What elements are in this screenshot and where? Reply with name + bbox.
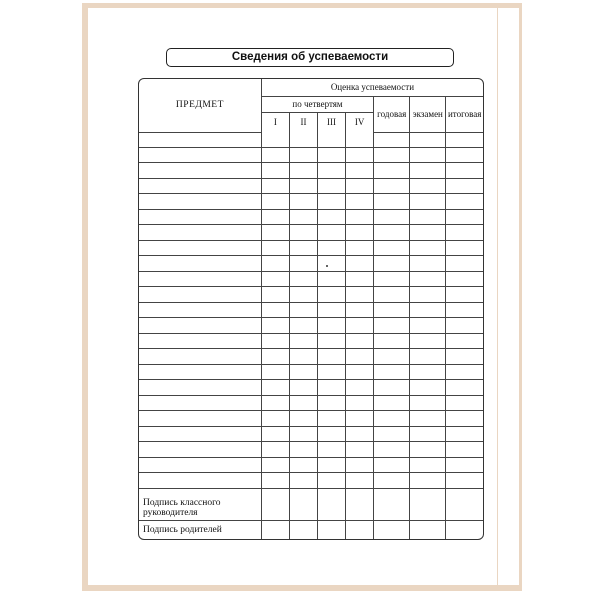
grade-cell[interactable] <box>446 426 483 441</box>
grade-cell[interactable] <box>410 194 446 209</box>
grade-cell[interactable] <box>374 442 410 457</box>
grade-cell[interactable] <box>289 318 317 333</box>
grade-cell[interactable] <box>289 287 317 302</box>
grade-cell[interactable] <box>374 380 410 395</box>
grade-cell[interactable] <box>374 364 410 379</box>
grade-cell[interactable] <box>374 488 410 496</box>
grade-cell[interactable] <box>318 209 346 224</box>
subject-row <box>139 271 483 286</box>
subject-row <box>139 302 483 317</box>
grade-cell[interactable] <box>318 395 346 410</box>
subject-name-cell[interactable] <box>139 426 261 441</box>
grade-cell[interactable] <box>410 442 446 457</box>
subject-row <box>139 194 483 209</box>
subject-name-cell[interactable] <box>139 380 261 395</box>
grade-cell[interactable] <box>346 426 374 441</box>
grade-cell[interactable] <box>346 256 374 271</box>
grade-cell[interactable] <box>446 333 483 348</box>
quarters-header: по четвертям <box>261 96 373 112</box>
quarter-4-header: IV <box>346 112 374 132</box>
grade-cell[interactable] <box>346 411 374 426</box>
subject-name-cell[interactable] <box>139 333 261 348</box>
grade-cell[interactable] <box>446 442 483 457</box>
grade-cell[interactable] <box>410 240 446 255</box>
grade-cell[interactable] <box>346 349 374 364</box>
grade-cell[interactable] <box>346 132 374 147</box>
grade-cell[interactable] <box>318 411 346 426</box>
grade-cell[interactable] <box>318 132 346 147</box>
signature-cell[interactable] <box>346 520 374 539</box>
subject-header: ПРЕДМЕТ <box>139 79 261 132</box>
subject-row <box>139 287 483 302</box>
grade-cell[interactable] <box>346 442 374 457</box>
grade-cell[interactable] <box>446 349 483 364</box>
quarter-1-header: I <box>261 112 289 132</box>
grade-cell[interactable] <box>374 147 410 162</box>
grade-cell[interactable] <box>446 457 483 472</box>
grade-cell[interactable] <box>318 271 346 286</box>
grade-cell[interactable] <box>346 333 374 348</box>
grade-cell[interactable] <box>410 147 446 162</box>
grade-cell[interactable] <box>289 349 317 364</box>
grade-cell[interactable] <box>261 395 289 410</box>
grade-cell[interactable] <box>374 411 410 426</box>
grade-cell[interactable] <box>261 209 289 224</box>
grade-cell[interactable] <box>410 411 446 426</box>
subject-name-cell[interactable] <box>139 225 261 240</box>
signature-cell[interactable] <box>374 496 410 520</box>
annual-header: годовая <box>374 96 410 132</box>
grade-cell[interactable] <box>346 457 374 472</box>
subject-row <box>139 132 483 147</box>
grade-cell[interactable] <box>346 209 374 224</box>
grade-cell[interactable] <box>318 473 346 488</box>
grade-cell[interactable] <box>289 442 317 457</box>
grade-cell[interactable] <box>318 426 346 441</box>
signature-cell[interactable] <box>446 496 483 520</box>
grade-cell[interactable] <box>346 302 374 317</box>
final-header: итоговая <box>446 96 483 132</box>
paper-speck <box>326 265 328 267</box>
grade-cell[interactable] <box>346 488 374 496</box>
subject-name-cell[interactable] <box>139 256 261 271</box>
grade-cell[interactable] <box>410 271 446 286</box>
grade-cell[interactable] <box>374 318 410 333</box>
grade-cell[interactable] <box>261 287 289 302</box>
grade-cell[interactable] <box>346 364 374 379</box>
grade-cell[interactable] <box>346 194 374 209</box>
grade-cell[interactable] <box>446 209 483 224</box>
grade-cell[interactable] <box>261 240 289 255</box>
subject-row <box>139 209 483 224</box>
quarter-2-header: II <box>289 112 317 132</box>
signature-cell[interactable] <box>318 496 346 520</box>
subject-name-cell[interactable] <box>139 364 261 379</box>
next-page-edge <box>498 8 519 585</box>
grade-cell[interactable] <box>410 302 446 317</box>
subject-row <box>139 364 483 379</box>
subject-row <box>139 163 483 178</box>
grade-cell[interactable] <box>410 333 446 348</box>
grade-cell[interactable] <box>374 194 410 209</box>
grade-cell[interactable] <box>346 318 374 333</box>
grade-cell[interactable] <box>346 271 374 286</box>
grade-cell[interactable] <box>261 132 289 147</box>
grade-cell[interactable] <box>410 132 446 147</box>
grade-cell[interactable] <box>318 163 346 178</box>
subject-row <box>139 178 483 193</box>
grade-cell[interactable] <box>410 395 446 410</box>
grades-header: Оценка успеваемости <box>261 79 483 96</box>
grade-cell[interactable] <box>289 364 317 379</box>
subject-row <box>139 411 483 426</box>
grade-cell[interactable] <box>318 240 346 255</box>
grade-cell[interactable] <box>318 225 346 240</box>
grade-cell[interactable] <box>289 147 317 162</box>
subject-name-cell[interactable] <box>139 473 261 488</box>
subject-row <box>139 473 483 488</box>
subject-name-cell[interactable] <box>139 163 261 178</box>
grade-cell[interactable] <box>261 194 289 209</box>
grade-cell[interactable] <box>289 271 317 286</box>
subject-row <box>139 225 483 240</box>
subject-row <box>139 147 483 162</box>
grade-cell[interactable] <box>318 147 346 162</box>
signature-cell[interactable] <box>318 520 346 539</box>
grade-cell[interactable] <box>446 302 483 317</box>
signature-cell[interactable] <box>446 520 483 539</box>
signature-cell[interactable] <box>289 520 317 539</box>
grade-cell[interactable] <box>446 488 483 496</box>
grade-cell[interactable] <box>289 225 317 240</box>
grade-cell[interactable] <box>318 364 346 379</box>
subject-name-cell[interactable] <box>139 349 261 364</box>
grade-cell[interactable] <box>289 411 317 426</box>
subject-name-cell[interactable] <box>139 302 261 317</box>
grade-cell[interactable] <box>289 194 317 209</box>
grade-cell[interactable] <box>261 473 289 488</box>
subject-name-cell[interactable] <box>139 287 261 302</box>
grade-cell[interactable] <box>346 287 374 302</box>
grade-cell[interactable] <box>446 178 483 193</box>
subject-name-cell[interactable] <box>139 457 261 472</box>
grade-cell[interactable] <box>446 271 483 286</box>
subject-row <box>139 240 483 255</box>
grade-cell[interactable] <box>446 240 483 255</box>
grade-cell[interactable] <box>374 473 410 488</box>
grade-cell[interactable] <box>410 178 446 193</box>
subject-name-cell[interactable] <box>139 411 261 426</box>
grade-cell[interactable] <box>289 256 317 271</box>
grade-cell[interactable] <box>374 349 410 364</box>
subject-name-cell[interactable] <box>139 209 261 224</box>
grade-cell[interactable] <box>374 132 410 147</box>
grade-cell[interactable] <box>446 473 483 488</box>
grade-cell[interactable] <box>374 333 410 348</box>
grade-cell[interactable] <box>318 457 346 472</box>
grade-cell[interactable] <box>446 380 483 395</box>
subject-row <box>139 395 483 410</box>
grade-cell[interactable] <box>410 488 446 496</box>
grade-cell[interactable] <box>410 256 446 271</box>
grade-cell[interactable] <box>346 147 374 162</box>
grade-cell[interactable] <box>318 178 346 193</box>
grade-cell[interactable] <box>446 132 483 147</box>
grade-cell[interactable] <box>346 240 374 255</box>
grade-cell[interactable] <box>374 287 410 302</box>
subject-row <box>139 488 483 496</box>
grade-cell[interactable] <box>261 256 289 271</box>
grade-cell[interactable] <box>446 147 483 162</box>
grade-cell[interactable] <box>374 256 410 271</box>
subject-name-cell[interactable] <box>139 132 261 147</box>
grade-cell[interactable] <box>289 395 317 410</box>
signature-cell[interactable] <box>261 520 289 539</box>
grade-cell[interactable] <box>318 488 346 496</box>
grade-cell[interactable] <box>410 364 446 379</box>
subject-name-cell[interactable] <box>139 318 261 333</box>
grade-cell[interactable] <box>261 302 289 317</box>
subject-row <box>139 349 483 364</box>
grade-cell[interactable] <box>410 473 446 488</box>
grade-cell[interactable] <box>261 488 289 496</box>
quarter-3-header: III <box>318 112 346 132</box>
signature-cell[interactable] <box>289 496 317 520</box>
signature-cell[interactable] <box>374 520 410 539</box>
subject-name-cell[interactable] <box>139 240 261 255</box>
grade-cell[interactable] <box>318 194 346 209</box>
grade-cell[interactable] <box>374 302 410 317</box>
subject-name-cell[interactable] <box>139 488 261 496</box>
grade-cell[interactable] <box>289 380 317 395</box>
grade-cell[interactable] <box>318 380 346 395</box>
grade-cell[interactable] <box>261 318 289 333</box>
grade-cell[interactable] <box>446 395 483 410</box>
grade-cell[interactable] <box>410 225 446 240</box>
grade-cell[interactable] <box>446 163 483 178</box>
grade-cell[interactable] <box>346 163 374 178</box>
grade-cell[interactable] <box>446 364 483 379</box>
subject-name-cell[interactable] <box>139 194 261 209</box>
grade-cell[interactable] <box>374 178 410 193</box>
grade-cell[interactable] <box>289 488 317 496</box>
grade-cell[interactable] <box>374 163 410 178</box>
exam-header: экзамен <box>410 96 446 132</box>
grade-cell[interactable] <box>374 271 410 286</box>
grade-cell[interactable] <box>374 457 410 472</box>
subject-name-cell[interactable] <box>139 395 261 410</box>
grade-cell[interactable] <box>374 225 410 240</box>
grade-cell[interactable] <box>446 287 483 302</box>
parent-signature-label: Подпись родителей <box>139 520 261 539</box>
grade-cell[interactable] <box>410 457 446 472</box>
grade-cell[interactable] <box>261 457 289 472</box>
grade-cell[interactable] <box>446 411 483 426</box>
subject-name-cell[interactable] <box>139 271 261 286</box>
grade-cell[interactable] <box>346 380 374 395</box>
grade-cell[interactable] <box>261 442 289 457</box>
grade-cell[interactable] <box>261 225 289 240</box>
grade-cell[interactable] <box>261 364 289 379</box>
grade-cell[interactable] <box>318 256 346 271</box>
grade-cell[interactable] <box>289 209 317 224</box>
subject-name-cell[interactable] <box>139 178 261 193</box>
teacher-signature-label: Подпись классного руководителя <box>139 496 261 520</box>
grade-cell[interactable] <box>289 132 317 147</box>
grade-cell[interactable] <box>289 473 317 488</box>
grade-cell[interactable] <box>261 333 289 348</box>
grade-cell[interactable] <box>410 209 446 224</box>
grade-cell[interactable] <box>318 287 346 302</box>
grade-cell[interactable] <box>446 256 483 271</box>
signature-cell[interactable] <box>346 496 374 520</box>
grade-cell[interactable] <box>318 333 346 348</box>
grade-cell[interactable] <box>446 318 483 333</box>
grade-cell[interactable] <box>261 380 289 395</box>
grade-cell[interactable] <box>374 426 410 441</box>
grade-cell[interactable] <box>289 178 317 193</box>
signature-cell[interactable] <box>410 520 446 539</box>
grade-cell[interactable] <box>346 225 374 240</box>
grade-cell[interactable] <box>261 271 289 286</box>
grade-cell[interactable] <box>289 302 317 317</box>
signature-cell[interactable] <box>410 496 446 520</box>
grade-cell[interactable] <box>289 240 317 255</box>
grade-cell[interactable] <box>261 426 289 441</box>
subject-name-cell[interactable] <box>139 442 261 457</box>
grade-cell[interactable] <box>410 349 446 364</box>
grade-cell[interactable] <box>446 194 483 209</box>
subject-row <box>139 380 483 395</box>
subject-row <box>139 457 483 472</box>
subject-row <box>139 318 483 333</box>
grade-cell[interactable] <box>261 349 289 364</box>
signature-cell[interactable] <box>261 496 289 520</box>
grade-cell[interactable] <box>410 318 446 333</box>
grade-cell[interactable] <box>261 163 289 178</box>
grade-cell[interactable] <box>374 240 410 255</box>
grade-cell[interactable] <box>346 178 374 193</box>
grade-cell[interactable] <box>318 318 346 333</box>
grade-cell[interactable] <box>261 411 289 426</box>
grade-cell[interactable] <box>410 426 446 441</box>
page-title: Сведения об успеваемости <box>166 48 454 67</box>
subject-row <box>139 442 483 457</box>
grade-cell[interactable] <box>318 349 346 364</box>
grade-cell[interactable] <box>261 147 289 162</box>
grade-cell[interactable] <box>410 380 446 395</box>
subject-row <box>139 256 483 271</box>
grade-cell[interactable] <box>346 473 374 488</box>
grade-cell[interactable] <box>261 178 289 193</box>
grade-cell[interactable] <box>374 209 410 224</box>
subject-row <box>139 426 483 441</box>
subject-row <box>139 333 483 348</box>
grade-cell[interactable] <box>289 457 317 472</box>
grades-table <box>138 78 484 540</box>
grade-cell[interactable] <box>346 395 374 410</box>
grade-cell[interactable] <box>318 302 346 317</box>
grade-cell[interactable] <box>410 163 446 178</box>
subject-name-cell[interactable] <box>139 147 261 162</box>
grade-cell[interactable] <box>289 333 317 348</box>
grade-cell[interactable] <box>410 287 446 302</box>
grade-cell[interactable] <box>446 225 483 240</box>
grade-cell[interactable] <box>289 426 317 441</box>
grade-cell[interactable] <box>318 442 346 457</box>
grade-cell[interactable] <box>289 163 317 178</box>
grade-cell[interactable] <box>374 395 410 410</box>
